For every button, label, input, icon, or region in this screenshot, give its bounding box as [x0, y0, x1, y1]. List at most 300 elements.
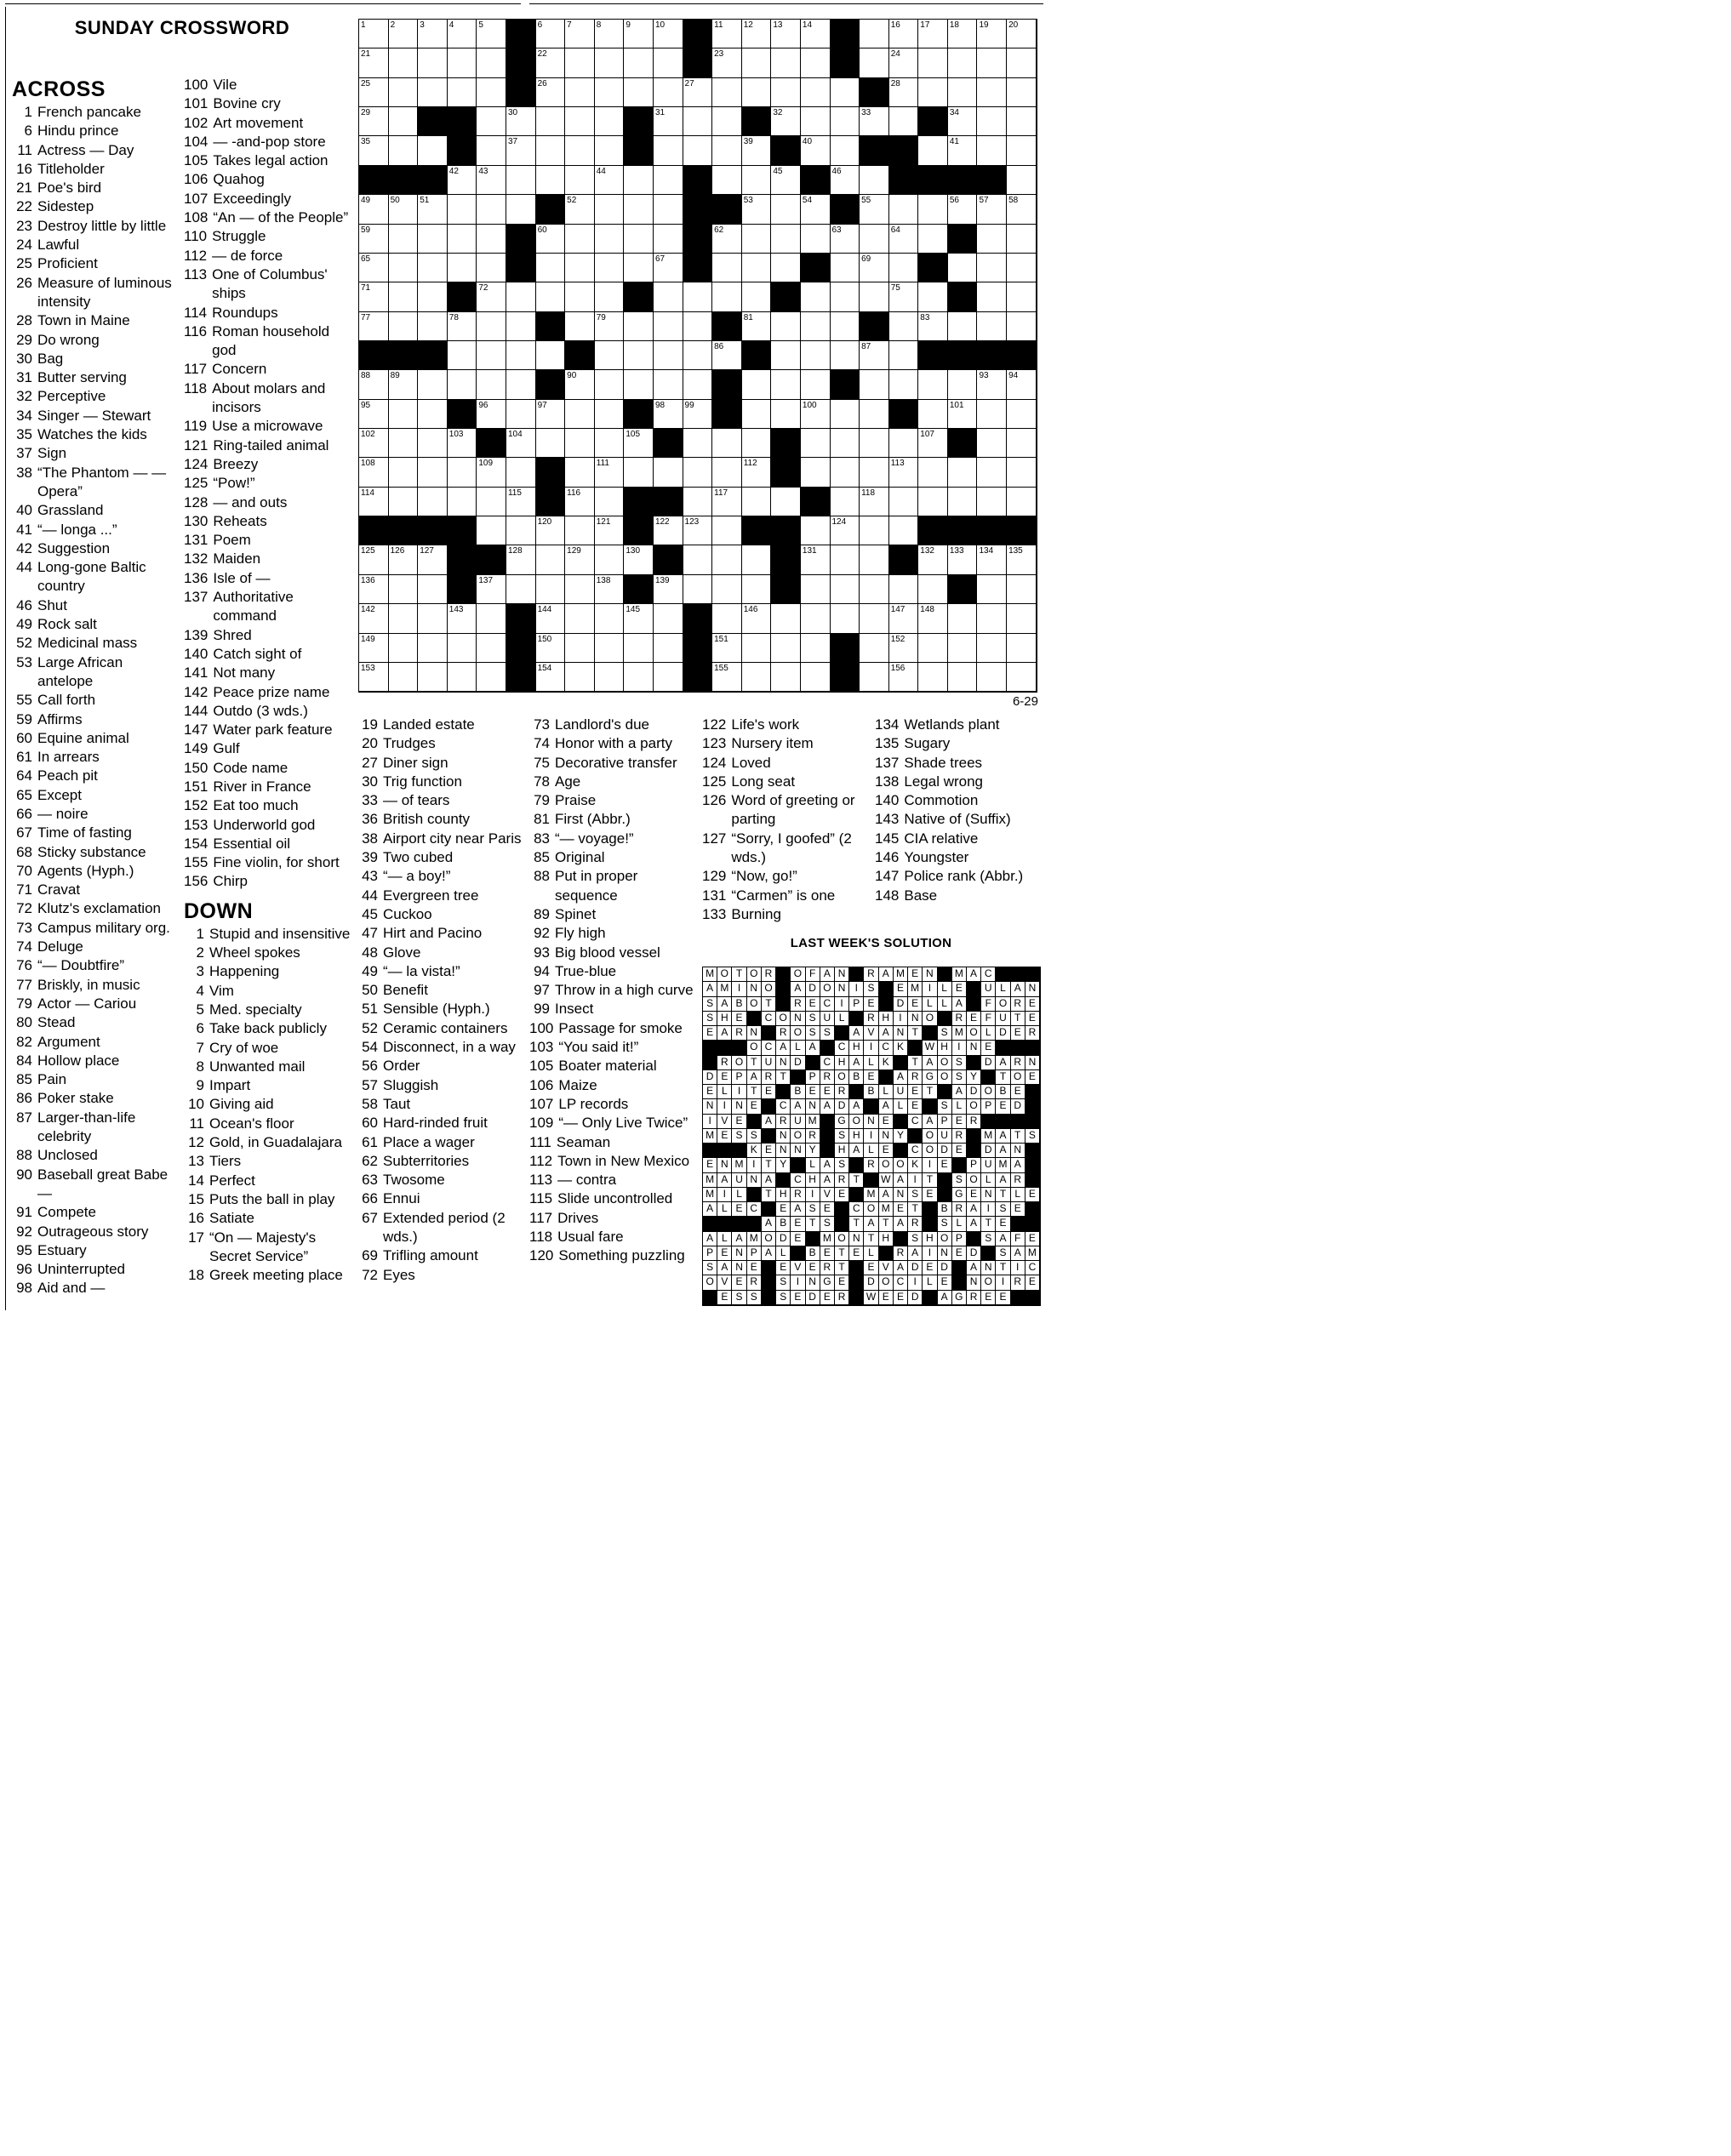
grid-cell[interactable] [565, 48, 595, 77]
grid-cell[interactable] [977, 604, 1007, 633]
grid-cell[interactable] [448, 195, 477, 224]
grid-cell[interactable] [565, 195, 595, 224]
grid-cell[interactable] [506, 370, 536, 399]
grid-cell[interactable] [977, 195, 1007, 224]
grid-cell[interactable] [565, 516, 595, 545]
grid-cell[interactable] [977, 312, 1007, 341]
grid-cell[interactable] [595, 48, 625, 77]
grid-cell[interactable] [742, 20, 772, 48]
grid-cell[interactable] [506, 136, 536, 165]
grid-cell[interactable] [506, 341, 536, 370]
grid-cell[interactable] [389, 488, 419, 516]
grid-cell[interactable] [389, 136, 419, 165]
grid-cell[interactable] [1007, 136, 1037, 165]
grid-cell[interactable] [918, 312, 948, 341]
grid-cell[interactable] [683, 78, 713, 107]
grid-cell[interactable] [536, 341, 566, 370]
grid-cell[interactable] [418, 20, 448, 48]
grid-cell[interactable] [801, 225, 831, 254]
grid-cell[interactable] [712, 166, 742, 195]
grid-cell[interactable] [860, 634, 889, 663]
grid-cell[interactable] [506, 282, 536, 311]
grid-cell[interactable] [712, 254, 742, 282]
grid-cell[interactable] [831, 458, 860, 487]
grid-cell[interactable] [918, 20, 948, 48]
grid-cell[interactable] [565, 604, 595, 633]
grid-cell[interactable] [536, 20, 566, 48]
grid-cell[interactable] [801, 458, 831, 487]
grid-cell[interactable] [418, 370, 448, 399]
grid-cell[interactable] [595, 604, 625, 633]
grid-cell[interactable] [418, 78, 448, 107]
grid-cell[interactable] [359, 225, 389, 254]
grid-cell[interactable] [359, 545, 389, 574]
grid-cell[interactable] [889, 516, 919, 545]
grid-cell[interactable] [654, 78, 683, 107]
grid-cell[interactable] [389, 225, 419, 254]
grid-cell[interactable] [654, 254, 683, 282]
grid-cell[interactable] [860, 604, 889, 633]
grid-cell[interactable] [831, 254, 860, 282]
grid-cell[interactable] [654, 195, 683, 224]
grid-cell[interactable] [359, 312, 389, 341]
grid-cell[interactable] [889, 195, 919, 224]
grid-cell[interactable] [831, 545, 860, 574]
grid-cell[interactable] [595, 429, 625, 458]
grid-cell[interactable] [742, 545, 772, 574]
grid-cell[interactable] [831, 107, 860, 136]
grid-cell[interactable] [536, 225, 566, 254]
grid-cell[interactable] [418, 429, 448, 458]
grid-cell[interactable] [654, 166, 683, 195]
grid-cell[interactable] [595, 254, 625, 282]
grid-cell[interactable] [831, 575, 860, 604]
grid-cell[interactable] [448, 604, 477, 633]
grid-cell[interactable] [565, 488, 595, 516]
grid-cell[interactable] [712, 575, 742, 604]
grid-cell[interactable] [654, 136, 683, 165]
grid-cell[interactable] [860, 225, 889, 254]
grid-cell[interactable] [536, 429, 566, 458]
grid-cell[interactable] [801, 136, 831, 165]
grid-cell[interactable] [565, 312, 595, 341]
grid-cell[interactable] [565, 429, 595, 458]
grid-cell[interactable] [683, 312, 713, 341]
grid-cell[interactable] [918, 282, 948, 311]
grid-cell[interactable] [889, 488, 919, 516]
grid-cell[interactable] [1007, 663, 1037, 692]
grid-cell[interactable] [477, 312, 506, 341]
grid-cell[interactable] [418, 663, 448, 692]
grid-cell[interactable] [506, 516, 536, 545]
grid-cell[interactable] [359, 195, 389, 224]
grid-cell[interactable] [565, 282, 595, 311]
grid-cell[interactable] [359, 575, 389, 604]
grid-cell[interactable] [389, 545, 419, 574]
grid-cell[interactable] [948, 488, 978, 516]
grid-cell[interactable] [1007, 429, 1037, 458]
grid-cell[interactable] [948, 254, 978, 282]
grid-cell[interactable] [712, 663, 742, 692]
grid-cell[interactable] [448, 312, 477, 341]
grid-cell[interactable] [801, 516, 831, 545]
grid-cell[interactable] [683, 545, 713, 574]
grid-cell[interactable] [918, 545, 948, 574]
grid-cell[interactable] [418, 312, 448, 341]
grid-cell[interactable] [771, 225, 801, 254]
grid-cell[interactable] [359, 78, 389, 107]
grid-cell[interactable] [1007, 458, 1037, 487]
grid-cell[interactable] [448, 663, 477, 692]
grid-cell[interactable] [477, 282, 506, 311]
grid-cell[interactable] [948, 545, 978, 574]
grid-cell[interactable] [448, 48, 477, 77]
grid-cell[interactable] [359, 254, 389, 282]
grid-cell[interactable] [771, 312, 801, 341]
grid-cell[interactable] [889, 341, 919, 370]
grid-cell[interactable] [565, 400, 595, 429]
grid-cell[interactable] [831, 400, 860, 429]
grid-cell[interactable] [771, 488, 801, 516]
grid-cell[interactable] [595, 166, 625, 195]
grid-cell[interactable] [742, 282, 772, 311]
grid-cell[interactable] [1007, 312, 1037, 341]
grid-cell[interactable] [448, 225, 477, 254]
grid-cell[interactable] [389, 634, 419, 663]
grid-cell[interactable] [477, 166, 506, 195]
grid-cell[interactable] [801, 634, 831, 663]
grid-cell[interactable] [860, 107, 889, 136]
grid-cell[interactable] [536, 48, 566, 77]
grid-cell[interactable] [536, 254, 566, 282]
grid-cell[interactable] [359, 107, 389, 136]
grid-cell[interactable] [389, 282, 419, 311]
grid-cell[interactable] [624, 78, 654, 107]
grid-cell[interactable] [359, 634, 389, 663]
grid-cell[interactable] [977, 545, 1007, 574]
grid-cell[interactable] [477, 634, 506, 663]
grid-cell[interactable] [977, 78, 1007, 107]
grid-cell[interactable] [1007, 254, 1037, 282]
grid-cell[interactable] [860, 663, 889, 692]
grid-cell[interactable] [918, 78, 948, 107]
grid-cell[interactable] [506, 107, 536, 136]
grid-cell[interactable] [712, 488, 742, 516]
grid-cell[interactable] [948, 370, 978, 399]
grid-cell[interactable] [565, 107, 595, 136]
grid-cell[interactable] [918, 575, 948, 604]
grid-cell[interactable] [536, 78, 566, 107]
grid-cell[interactable] [801, 78, 831, 107]
grid-cell[interactable] [654, 575, 683, 604]
grid-cell[interactable] [506, 312, 536, 341]
grid-cell[interactable] [918, 48, 948, 77]
grid-cell[interactable] [418, 282, 448, 311]
grid-cell[interactable] [683, 282, 713, 311]
grid-cell[interactable] [389, 400, 419, 429]
grid-cell[interactable] [595, 195, 625, 224]
grid-cell[interactable] [683, 575, 713, 604]
grid-cell[interactable] [477, 254, 506, 282]
grid-cell[interactable] [595, 545, 625, 574]
grid-cell[interactable] [506, 458, 536, 487]
grid-cell[interactable] [624, 48, 654, 77]
grid-cell[interactable] [712, 107, 742, 136]
grid-cell[interactable] [712, 341, 742, 370]
grid-cell[interactable] [801, 400, 831, 429]
grid-cell[interactable] [801, 107, 831, 136]
grid-cell[interactable] [477, 341, 506, 370]
grid-cell[interactable] [595, 225, 625, 254]
grid-cell[interactable] [742, 634, 772, 663]
grid-cell[interactable] [918, 488, 948, 516]
grid-cell[interactable] [654, 341, 683, 370]
grid-cell[interactable] [742, 78, 772, 107]
grid-cell[interactable] [889, 107, 919, 136]
grid-cell[interactable] [712, 516, 742, 545]
grid-cell[interactable] [742, 312, 772, 341]
grid-cell[interactable] [860, 166, 889, 195]
grid-cell[interactable] [948, 48, 978, 77]
grid-cell[interactable] [654, 663, 683, 692]
grid-cell[interactable] [536, 136, 566, 165]
grid-cell[interactable] [654, 370, 683, 399]
grid-cell[interactable] [889, 604, 919, 633]
grid-cell[interactable] [448, 458, 477, 487]
grid-cell[interactable] [683, 429, 713, 458]
grid-cell[interactable] [595, 341, 625, 370]
grid-cell[interactable] [1007, 282, 1037, 311]
grid-cell[interactable] [448, 488, 477, 516]
grid-cell[interactable] [889, 282, 919, 311]
grid-cell[interactable] [595, 78, 625, 107]
grid-cell[interactable] [712, 20, 742, 48]
grid-cell[interactable] [624, 20, 654, 48]
grid-cell[interactable] [683, 136, 713, 165]
grid-cell[interactable] [801, 282, 831, 311]
grid-cell[interactable] [860, 20, 889, 48]
grid-cell[interactable] [536, 575, 566, 604]
grid-cell[interactable] [831, 604, 860, 633]
grid-cell[interactable] [654, 634, 683, 663]
grid-cell[interactable] [683, 400, 713, 429]
grid-cell[interactable] [506, 400, 536, 429]
grid-cell[interactable] [595, 634, 625, 663]
grid-cell[interactable] [477, 48, 506, 77]
grid-cell[interactable] [918, 400, 948, 429]
grid-cell[interactable] [418, 458, 448, 487]
grid-cell[interactable] [1007, 545, 1037, 574]
grid-cell[interactable] [595, 400, 625, 429]
grid-cell[interactable] [712, 545, 742, 574]
grid-cell[interactable] [1007, 225, 1037, 254]
grid-cell[interactable] [1007, 78, 1037, 107]
grid-cell[interactable] [712, 78, 742, 107]
grid-cell[interactable] [624, 225, 654, 254]
grid-cell[interactable] [418, 545, 448, 574]
grid-cell[interactable] [389, 107, 419, 136]
grid-cell[interactable] [918, 136, 948, 165]
grid-cell[interactable] [624, 254, 654, 282]
grid-cell[interactable] [654, 604, 683, 633]
grid-cell[interactable] [418, 225, 448, 254]
grid-cell[interactable] [418, 604, 448, 633]
grid-cell[interactable] [683, 370, 713, 399]
grid-cell[interactable] [418, 195, 448, 224]
grid-cell[interactable] [801, 20, 831, 48]
grid-cell[interactable] [771, 166, 801, 195]
grid-cell[interactable] [742, 136, 772, 165]
grid-cell[interactable] [801, 48, 831, 77]
grid-cell[interactable] [624, 634, 654, 663]
grid-cell[interactable] [889, 78, 919, 107]
grid-cell[interactable] [654, 312, 683, 341]
grid-cell[interactable] [1007, 48, 1037, 77]
grid-cell[interactable] [889, 575, 919, 604]
grid-cell[interactable] [389, 429, 419, 458]
grid-cell[interactable] [418, 575, 448, 604]
grid-cell[interactable] [506, 575, 536, 604]
grid-cell[interactable] [801, 575, 831, 604]
grid-cell[interactable] [860, 429, 889, 458]
grid-cell[interactable] [654, 20, 683, 48]
grid-cell[interactable] [801, 370, 831, 399]
grid-cell[interactable] [831, 78, 860, 107]
grid-cell[interactable] [918, 634, 948, 663]
grid-cell[interactable] [624, 545, 654, 574]
grid-cell[interactable] [771, 78, 801, 107]
grid-cell[interactable] [977, 400, 1007, 429]
grid-cell[interactable] [1007, 195, 1037, 224]
grid-cell[interactable] [948, 20, 978, 48]
grid-cell[interactable] [536, 604, 566, 633]
grid-cell[interactable] [389, 663, 419, 692]
grid-cell[interactable] [889, 663, 919, 692]
grid-cell[interactable] [801, 341, 831, 370]
grid-cell[interactable] [359, 48, 389, 77]
grid-cell[interactable] [742, 195, 772, 224]
grid-cell[interactable] [595, 282, 625, 311]
grid-cell[interactable] [536, 634, 566, 663]
grid-cell[interactable] [389, 48, 419, 77]
grid-cell[interactable] [477, 136, 506, 165]
grid-cell[interactable] [359, 663, 389, 692]
grid-cell[interactable] [565, 20, 595, 48]
grid-cell[interactable] [889, 429, 919, 458]
grid-cell[interactable] [771, 663, 801, 692]
grid-cell[interactable] [771, 341, 801, 370]
grid-cell[interactable] [712, 48, 742, 77]
grid-cell[interactable] [389, 20, 419, 48]
grid-cell[interactable] [860, 516, 889, 545]
grid-cell[interactable] [359, 458, 389, 487]
grid-cell[interactable] [565, 370, 595, 399]
grid-cell[interactable] [477, 400, 506, 429]
grid-cell[interactable] [831, 516, 860, 545]
grid-cell[interactable] [477, 195, 506, 224]
grid-cell[interactable] [977, 663, 1007, 692]
grid-cell[interactable] [831, 166, 860, 195]
grid-cell[interactable] [889, 312, 919, 341]
grid-cell[interactable] [948, 195, 978, 224]
grid-cell[interactable] [448, 78, 477, 107]
grid-cell[interactable] [565, 663, 595, 692]
grid-cell[interactable] [536, 166, 566, 195]
grid-cell[interactable] [595, 575, 625, 604]
grid-cell[interactable] [889, 254, 919, 282]
grid-cell[interactable] [831, 312, 860, 341]
grid-cell[interactable] [536, 107, 566, 136]
grid-cell[interactable] [389, 312, 419, 341]
grid-cell[interactable] [477, 20, 506, 48]
grid-cell[interactable] [683, 488, 713, 516]
grid-cell[interactable] [889, 225, 919, 254]
grid-cell[interactable] [771, 634, 801, 663]
grid-cell[interactable] [831, 225, 860, 254]
grid-cell[interactable] [712, 225, 742, 254]
grid-cell[interactable] [977, 136, 1007, 165]
grid-cell[interactable] [977, 282, 1007, 311]
grid-cell[interactable] [860, 282, 889, 311]
grid-cell[interactable] [948, 78, 978, 107]
grid-cell[interactable] [742, 370, 772, 399]
grid-cell[interactable] [1007, 575, 1037, 604]
grid-cell[interactable] [977, 48, 1007, 77]
grid-cell[interactable] [595, 663, 625, 692]
grid-cell[interactable] [418, 400, 448, 429]
grid-cell[interactable] [418, 48, 448, 77]
grid-cell[interactable] [1007, 166, 1037, 195]
grid-cell[interactable] [389, 604, 419, 633]
grid-cell[interactable] [889, 458, 919, 487]
grid-cell[interactable] [742, 166, 772, 195]
grid-cell[interactable] [389, 458, 419, 487]
grid-cell[interactable] [624, 663, 654, 692]
grid-cell[interactable] [359, 604, 389, 633]
grid-cell[interactable] [771, 254, 801, 282]
grid-cell[interactable] [742, 604, 772, 633]
grid-cell[interactable] [477, 458, 506, 487]
grid-cell[interactable] [918, 458, 948, 487]
grid-cell[interactable] [359, 488, 389, 516]
grid-cell[interactable] [860, 488, 889, 516]
grid-cell[interactable] [624, 312, 654, 341]
grid-cell[interactable] [948, 604, 978, 633]
grid-cell[interactable] [654, 282, 683, 311]
grid-cell[interactable] [977, 254, 1007, 282]
grid-cell[interactable] [771, 48, 801, 77]
grid-cell[interactable] [918, 225, 948, 254]
grid-cell[interactable] [771, 107, 801, 136]
grid-cell[interactable] [536, 663, 566, 692]
grid-cell[interactable] [595, 107, 625, 136]
grid-cell[interactable] [595, 136, 625, 165]
grid-cell[interactable] [536, 516, 566, 545]
grid-cell[interactable] [359, 136, 389, 165]
grid-cell[interactable] [948, 107, 978, 136]
grid-cell[interactable] [918, 429, 948, 458]
grid-cell[interactable] [448, 634, 477, 663]
grid-cell[interactable] [742, 429, 772, 458]
grid-cell[interactable] [712, 282, 742, 311]
grid-cell[interactable] [654, 107, 683, 136]
grid-cell[interactable] [1007, 20, 1037, 48]
grid-cell[interactable] [771, 195, 801, 224]
grid-cell[interactable] [477, 107, 506, 136]
grid-cell[interactable] [389, 254, 419, 282]
grid-cell[interactable] [742, 48, 772, 77]
grid-cell[interactable] [1007, 634, 1037, 663]
